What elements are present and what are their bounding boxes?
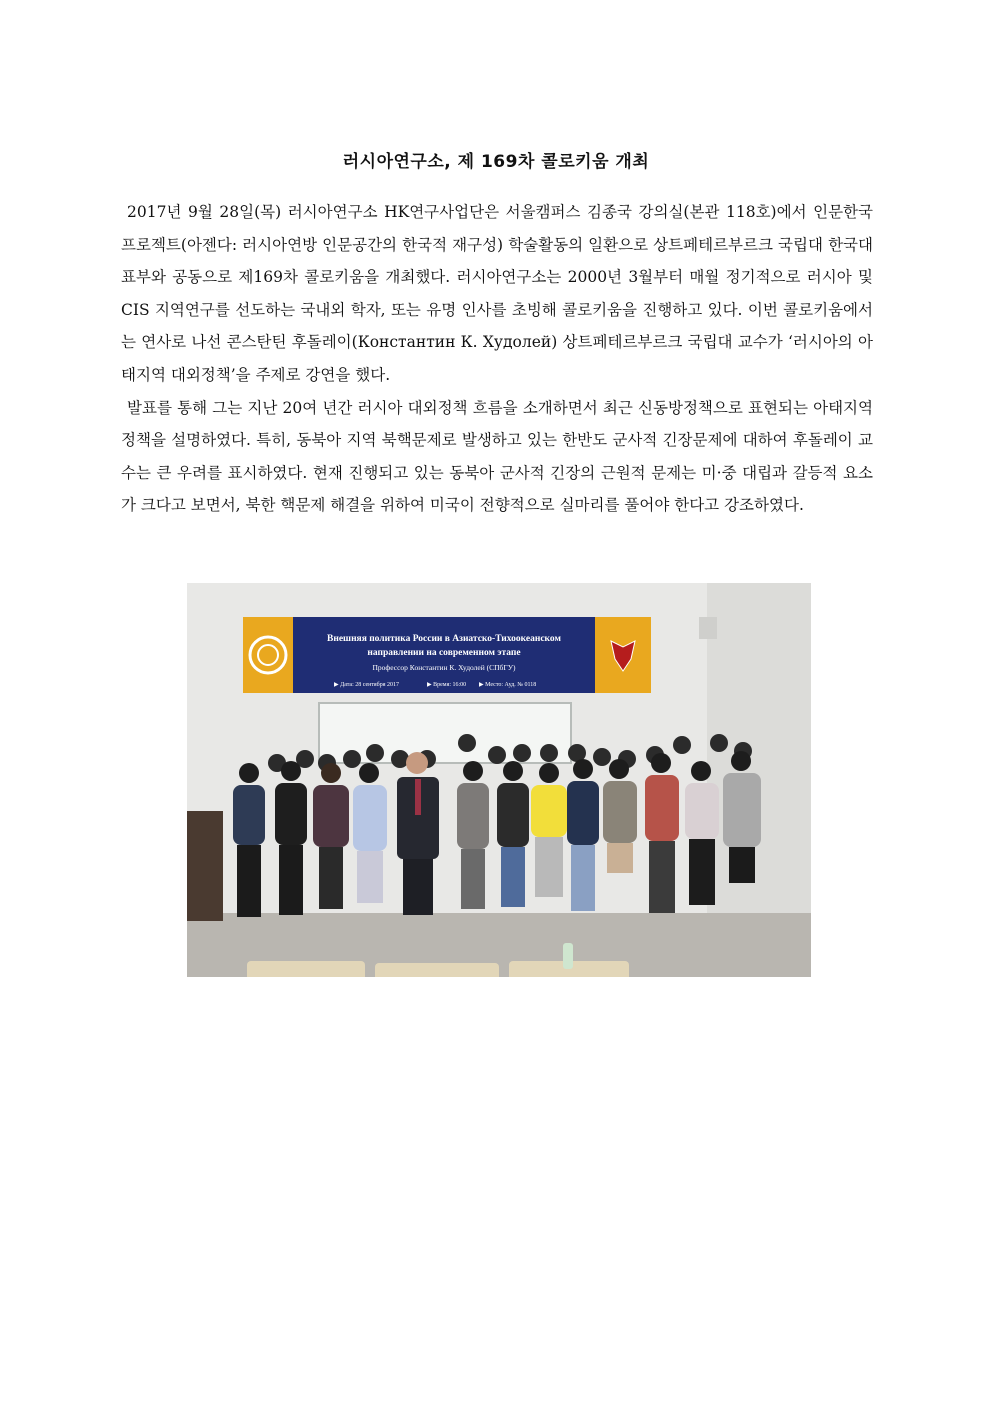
banner xyxy=(243,617,651,693)
banner-time: ▶ Время: 16:00 xyxy=(427,682,467,688)
article-title: 러시아연구소, 제 169차 콜로키움 개최 xyxy=(342,152,650,172)
banner-title-line1: Внешняя политика России в Азиатско-Тихоокеанском xyxy=(327,634,561,644)
wall-speaker xyxy=(699,617,717,639)
banner-title-line2: направлении на современном этапе xyxy=(367,648,521,658)
paragraph-2: 발표를 통해 그는 지난 20여 년간 러시아 대외정책 흐름을 소개하면서 최근 신동방정책으로 표현되는 아태지역 정책을 설명하였다. 특히, 동북아 지역 북핵문제로 발생하고 있는 한반도 군사적 긴장문제에 대하여 후돌레이 교수는 큰 우려를 표시하였다. 현재 진행되고 있는 동북아 군사적 긴장의 근원적 문제는 미·중 대립과 갈등적 요소가 크다고 보면서, 북한 핵문제 해결을 위하여 미국이 전향적으로 실마리를 풀어야 한다고 강조하였다. xyxy=(121,398,873,515)
banner-place: ▶ Место: Ауд. № 0118 xyxy=(479,682,537,688)
banner-speaker: Профессор Константин К. Худолей (СПбГУ) xyxy=(372,663,516,672)
banner-date: ▶ Дата: 28 сентября 2017 xyxy=(334,682,399,688)
group-photo xyxy=(187,583,811,977)
paragraph-1: 2017년 9월 28일(목) 러시아연구소 HK연구사업단은 서울캠퍼스 김종국 강의실(본관 118호)에서 인문한국 프로젝트(아젠다: 러시아연방 인문공간의 한국적 재구성) 학술활동의 일환으로 상트페테르부르크 국립대 한국대표부와 공동으로 제169차 콜로키움을 개최했다. 러시아연구소는 2000년 3월부터 매월 정기적으로 러시아 및 CIS 지역연구를 선도하는 국내외 학자, 또는 유명 인사를 초빙해 콜로키움을 진행하고 있다. 이번 콜로키움에서는 연사로 나선 콘스탄틴 후돌레이(Константин К. Худолей) 상트페테르부르크 국립대 교수가 ‘러시아의 아태지역 대외정책’을 주제로 강연을 했다. xyxy=(121,203,873,384)
article-body xyxy=(121,196,873,522)
water-bottle xyxy=(563,943,573,969)
podium xyxy=(187,811,223,921)
